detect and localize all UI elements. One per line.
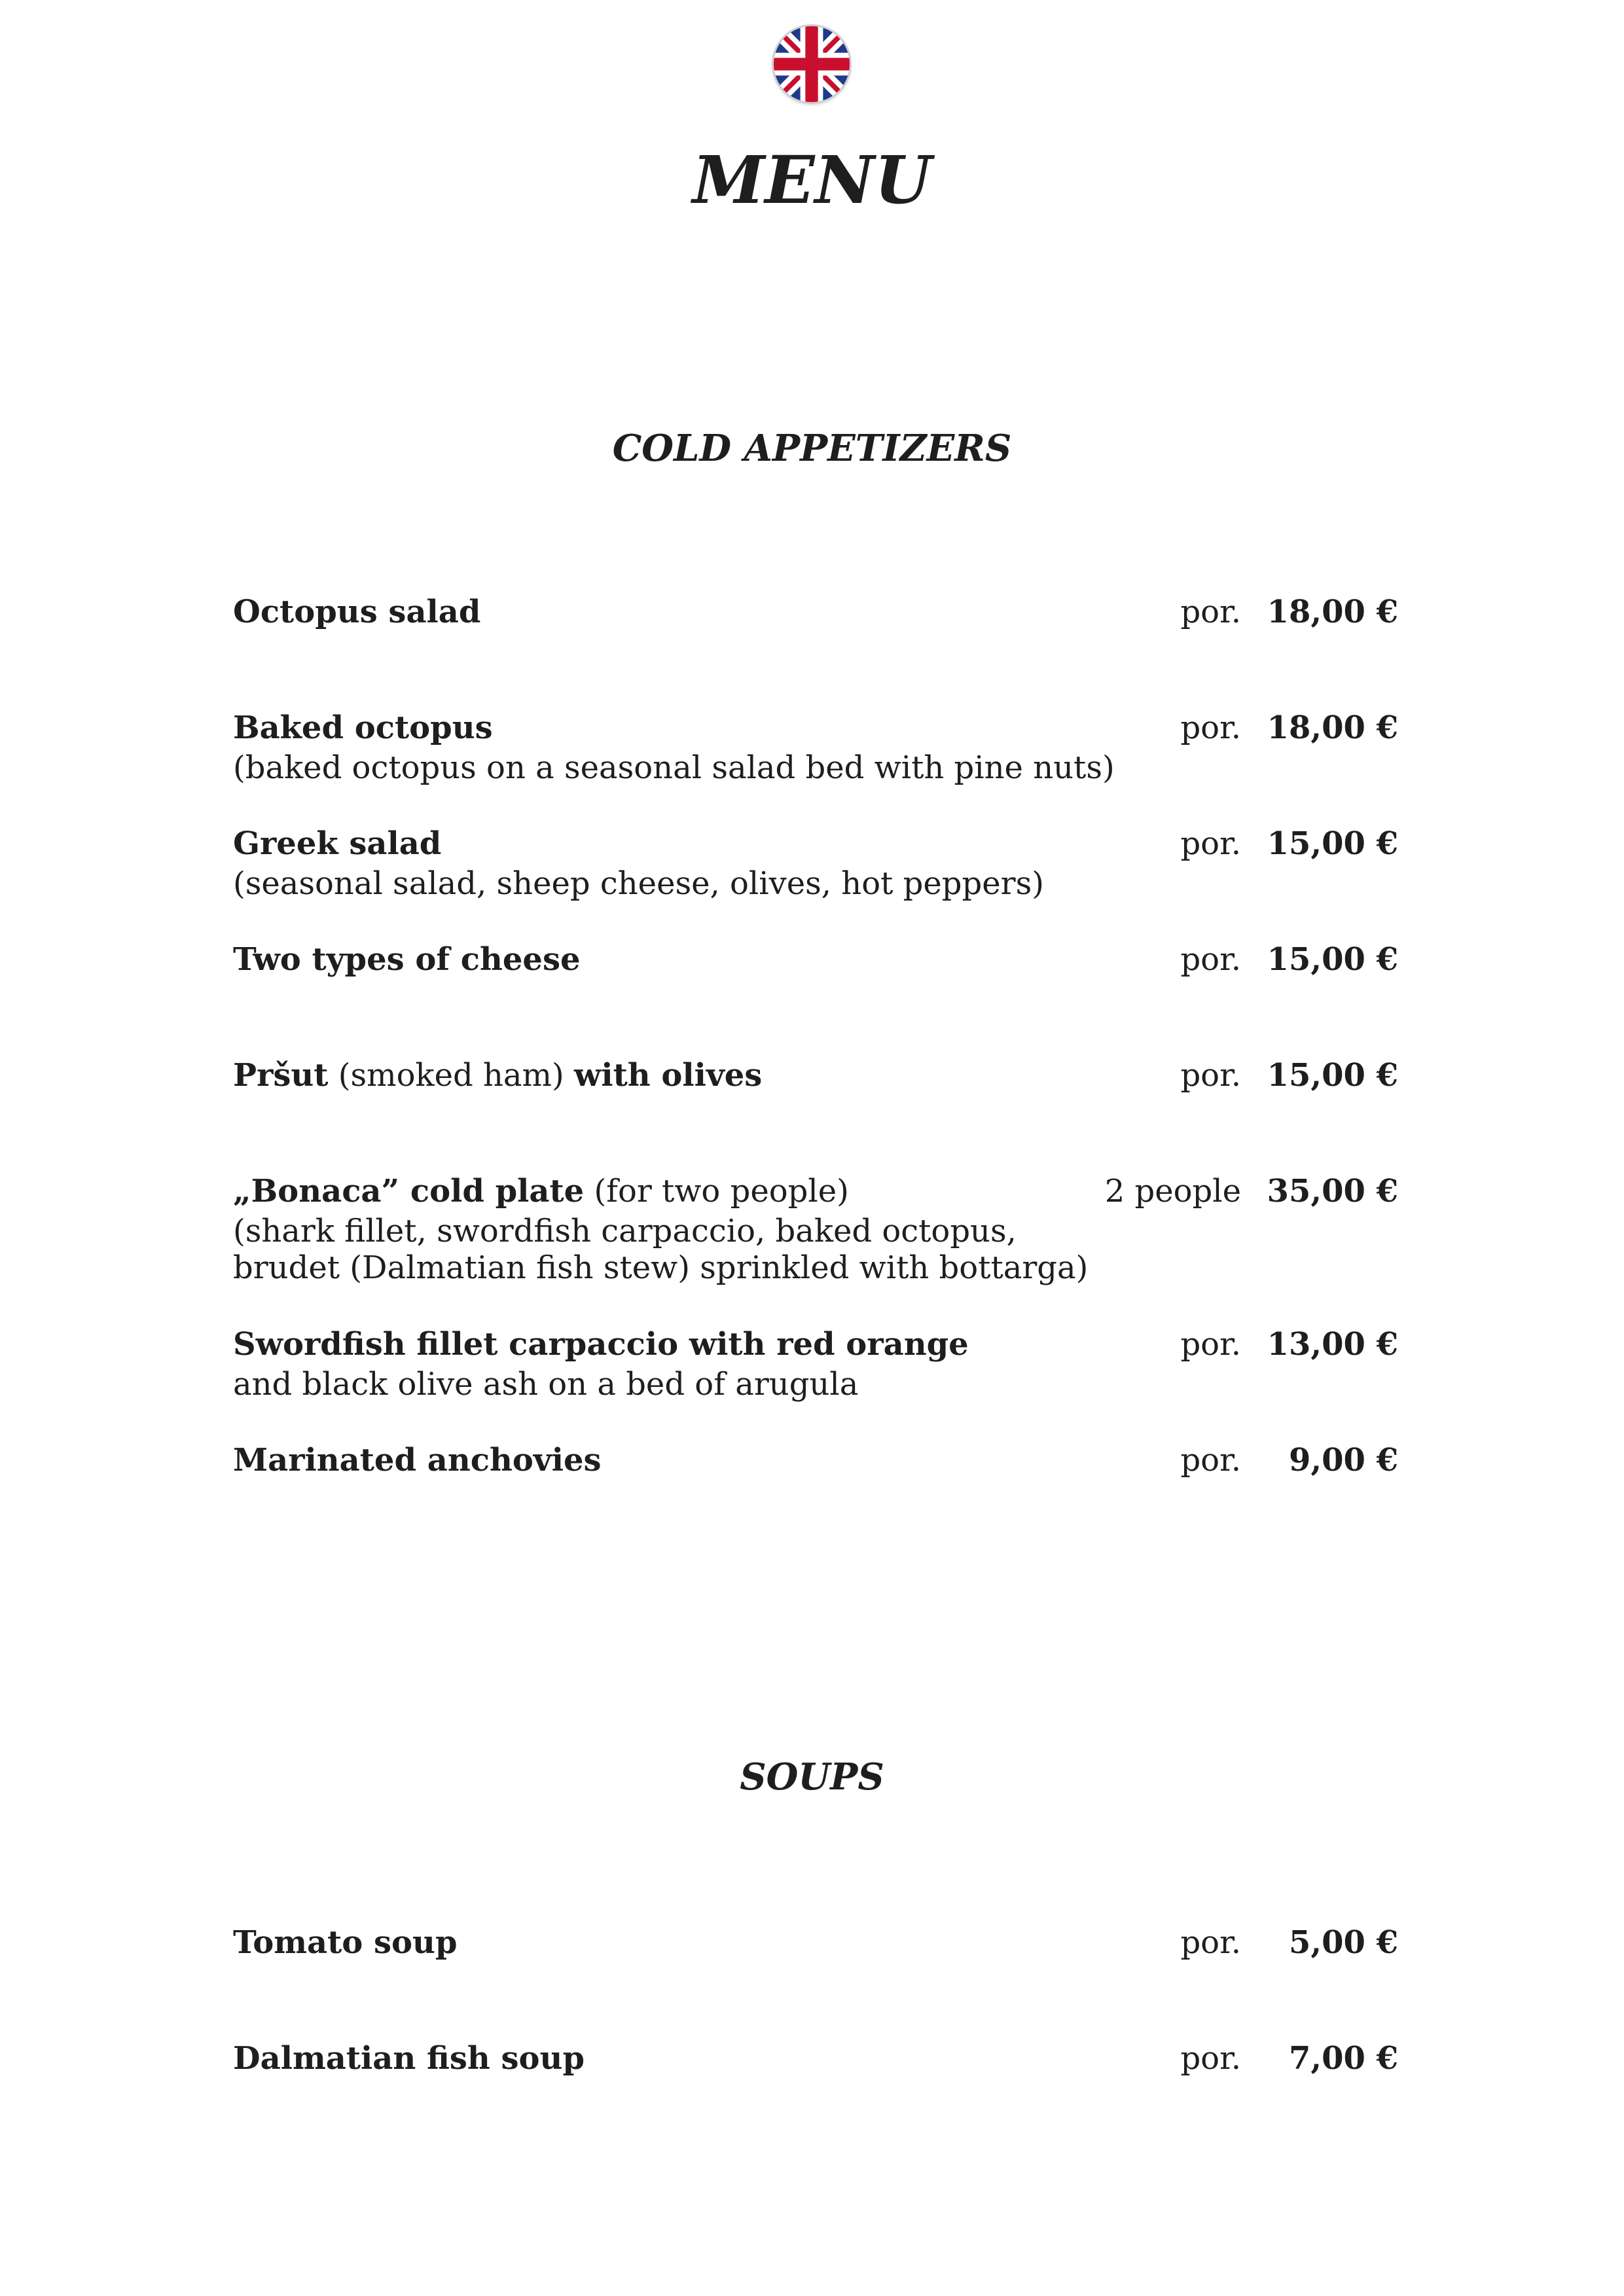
item-name-bold: Pršut — [233, 1057, 329, 1094]
menu-item-marinated-anchovies — [233, 1439, 1398, 1482]
item-price: 18,00 € — [1267, 594, 1398, 630]
item-name-bold: „Bonaca” cold plate — [233, 1173, 585, 1210]
item-price: 13,00 € — [1267, 1326, 1398, 1363]
item-unit: por. — [1180, 594, 1241, 630]
item-description: (shark fillet, swordfish carpaccio, baked octopus, — [233, 1213, 1017, 1249]
item-name-note: (smoked ham) — [328, 1057, 575, 1094]
item-unit: por. — [1180, 1326, 1241, 1363]
section-title-soups: SOUPS — [740, 1755, 884, 1799]
item-name: Greek salad — [233, 825, 442, 862]
item-unit: por. — [1180, 2040, 1241, 2077]
item-name: Octopus salad — [233, 594, 481, 630]
section-title-cold-appetizers: COLD APPETIZERS — [612, 427, 1012, 470]
menu-item-tomato-soup — [233, 1921, 1398, 1964]
item-description: and black olive ash on a bed of arugula — [233, 1366, 859, 1403]
item-name: Swordfish fillet carpaccio with red orange — [233, 1326, 969, 1363]
menu-item-greek-salad — [233, 822, 1398, 902]
item-price: 5,00 € — [1288, 1924, 1398, 1961]
page-title: MENU — [692, 141, 932, 219]
item-price: 15,00 € — [1267, 941, 1398, 978]
item-price: 9,00 € — [1288, 1442, 1398, 1479]
item-name: Marinated anchovies — [233, 1442, 602, 1479]
item-price: 18,00 € — [1267, 709, 1398, 746]
item-name-bold-suffix: with olives — [574, 1057, 763, 1094]
item-unit: por. — [1180, 1057, 1241, 1094]
item-price: 15,00 € — [1267, 1057, 1398, 1094]
item-price: 7,00 € — [1288, 2040, 1398, 2077]
item-unit: por. — [1180, 941, 1241, 978]
item-name: Two types of cheese — [233, 941, 581, 978]
item-name: Tomato soup — [233, 1924, 458, 1961]
menu-item-dalmatian-fish-soup — [233, 2037, 1398, 2080]
item-price: 15,00 € — [1267, 825, 1398, 862]
menu-item-prsut-with-olives — [233, 1054, 1398, 1097]
menu-item-bonaca-cold-plate — [233, 1170, 1398, 1286]
uk-flag-icon — [774, 26, 850, 102]
item-price: 35,00 € — [1267, 1173, 1398, 1210]
item-name: Dalmatian fish soup — [233, 2040, 585, 2077]
menu-item-two-types-of-cheese — [233, 938, 1398, 981]
item-description: (seasonal salad, sheep cheese, olives, hot peppers) — [233, 865, 1044, 902]
item-name-note: (for two people) — [584, 1173, 849, 1210]
item-description: brudet (Dalmatian fish stew) sprinkled with bottarga) — [233, 1249, 1089, 1286]
item-unit: por. — [1180, 825, 1241, 862]
item-unit: por. — [1180, 709, 1241, 746]
item-unit: por. — [1180, 1442, 1241, 1479]
item-unit: 2 people — [1104, 1173, 1241, 1210]
item-description: (baked octopus on a seasonal salad bed with pine nuts) — [233, 749, 1115, 786]
menu-item-swordfish-carpaccio — [233, 1323, 1398, 1403]
menu-item-baked-octopus — [233, 706, 1398, 786]
menu-item-octopus-salad — [233, 590, 1398, 634]
item-unit: por. — [1180, 1924, 1241, 1961]
item-name: Baked octopus — [233, 709, 493, 746]
